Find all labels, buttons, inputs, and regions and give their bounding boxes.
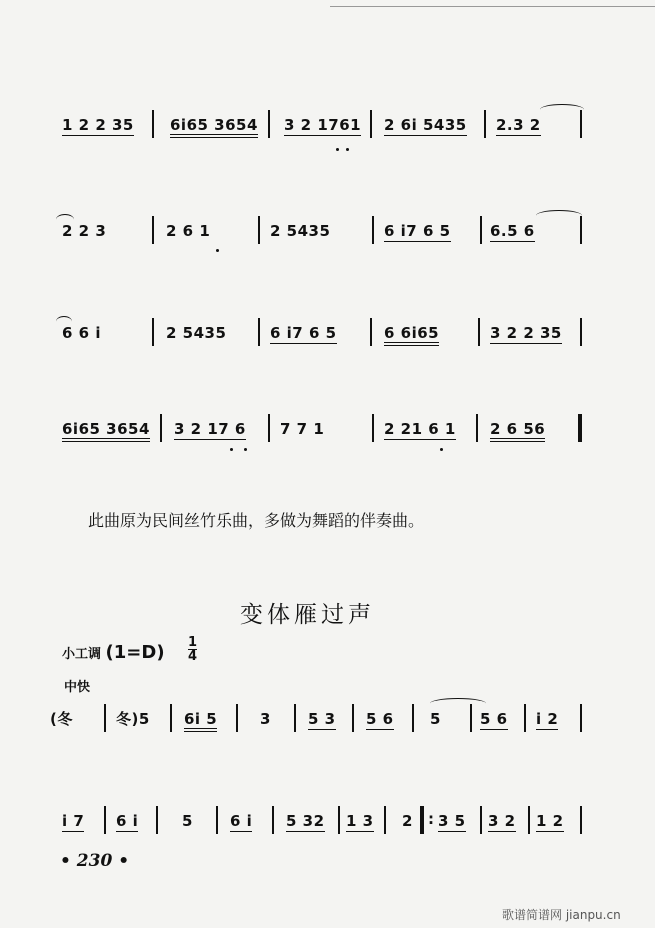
final-barline	[578, 414, 582, 442]
annotation-text: 此曲原为民间丝竹乐曲，多做为舞蹈的伴奏曲。	[88, 511, 425, 530]
measure-1-3: 3 2 1761	[284, 116, 362, 134]
barline	[160, 414, 162, 442]
measure-5-6: 5 6	[366, 710, 394, 728]
measure-6-1: i 7	[62, 812, 85, 830]
barline	[580, 806, 582, 834]
barline	[524, 704, 526, 732]
barline	[372, 216, 374, 244]
repeat-barline	[420, 806, 424, 834]
measure-1-1: 1 2 2 35	[62, 116, 134, 134]
barline	[338, 806, 340, 834]
barline	[272, 806, 274, 834]
measure-1-2: 6i65 3654	[170, 116, 258, 134]
barline	[484, 110, 486, 138]
top-rule	[330, 0, 655, 7]
barline	[480, 216, 482, 244]
barline	[580, 318, 582, 346]
measure-3-2: 2 5435	[166, 324, 227, 342]
barline	[580, 704, 582, 732]
barline	[236, 704, 238, 732]
measure-3-5: 3 2 2 35	[490, 324, 562, 342]
barline	[372, 414, 374, 442]
measure-5-9: i 2	[536, 710, 559, 728]
barline	[528, 806, 530, 834]
barline	[580, 110, 582, 138]
barline	[580, 216, 582, 244]
barline	[470, 704, 472, 732]
measure-2-1: 2 2 3	[62, 222, 107, 240]
barline	[258, 216, 260, 244]
measure-6-2: 6 i	[116, 812, 139, 830]
score-row-4	[0, 414, 655, 448]
measure-5-3: 6i 5	[184, 710, 217, 728]
low-octave-dot	[346, 148, 349, 151]
measure-5-7: 5	[430, 710, 441, 728]
barline	[294, 704, 296, 732]
measure-6-10: 1 2	[536, 812, 564, 830]
low-octave-dot	[216, 249, 219, 252]
measure-6-9: 3 2	[488, 812, 516, 830]
barline	[412, 704, 414, 732]
page-number: • 230 •	[60, 851, 130, 871]
measure-6-7: 2	[402, 812, 413, 830]
tie-slur	[56, 316, 72, 327]
measure-4-3: 7 7 1	[280, 420, 325, 438]
barline	[384, 806, 386, 834]
barline	[104, 704, 106, 732]
barline	[370, 318, 372, 346]
score-row-6	[0, 806, 655, 840]
barline	[476, 414, 478, 442]
measure-3-3: 6 i7 6 5	[270, 324, 337, 342]
measure-4-1: 6i65 3654	[62, 420, 150, 438]
measure-2-4: 6 i7 6 5	[384, 222, 451, 240]
measure-4-4: 2 21 6 1	[384, 420, 456, 438]
barline	[258, 318, 260, 346]
tie-slur	[56, 214, 74, 225]
measure-2-3: 2 5435	[270, 222, 331, 240]
measure-4-2: 3 2 17 6	[174, 420, 246, 438]
measure-2-2: 2 6 1	[166, 222, 211, 240]
score-row-3	[0, 318, 655, 352]
barline	[480, 806, 482, 834]
mode-label: 小工调	[62, 647, 102, 662]
low-octave-dot	[336, 148, 339, 151]
time-signature	[188, 636, 197, 663]
score-row-2	[0, 216, 655, 250]
measure-5-5: 5 3	[308, 710, 336, 728]
barline	[268, 110, 270, 138]
measure-3-1: 6 6 i	[62, 324, 101, 342]
measure-2-5: 6.5 6	[490, 222, 535, 240]
barline	[478, 318, 480, 346]
key-signature	[62, 642, 165, 663]
barline	[152, 318, 154, 346]
score-row-1	[0, 110, 655, 144]
barline	[170, 704, 172, 732]
measure-3-4: 6 6i65	[384, 324, 439, 342]
barline	[152, 110, 154, 138]
measure-5-8: 5 6	[480, 710, 508, 728]
repeat-dots: :	[428, 810, 435, 828]
barline	[104, 806, 106, 834]
measure-1-4: 2 6i 5435	[384, 116, 467, 134]
measure-5-1: (冬	[50, 710, 73, 728]
song-title: 变体雁过声	[240, 602, 375, 628]
meter-bottom: 4	[188, 649, 198, 664]
measure-6-3: 5	[182, 812, 193, 830]
tie-slur	[540, 104, 584, 115]
tempo-marking: 中快	[64, 680, 91, 695]
measure-1-5: 2.3 2	[496, 116, 541, 134]
measure-5-4: 3	[260, 710, 271, 728]
barline	[216, 806, 218, 834]
barline	[152, 216, 154, 244]
key-label: (1=D)	[105, 642, 165, 663]
measure-4-5: 2 6 56	[490, 420, 545, 438]
barline	[352, 704, 354, 732]
barline	[370, 110, 372, 138]
score-row-5	[0, 704, 655, 738]
low-octave-dot	[244, 448, 247, 451]
barline	[156, 806, 158, 834]
measure-5-2: 冬)5	[116, 710, 150, 728]
tie-slur	[430, 698, 486, 709]
measure-6-5: 5 32	[286, 812, 325, 830]
tie-slur	[536, 210, 582, 221]
low-octave-dot	[440, 448, 443, 451]
measure-6-6: 1 3	[346, 812, 374, 830]
measure-6-4: 6 i	[230, 812, 253, 830]
low-octave-dot	[230, 448, 233, 451]
watermark: 歌谱简谱网 jianpu.cn	[502, 908, 621, 922]
barline	[268, 414, 270, 442]
meter-top: 1	[188, 635, 198, 650]
measure-6-8: 3 5	[438, 812, 466, 830]
